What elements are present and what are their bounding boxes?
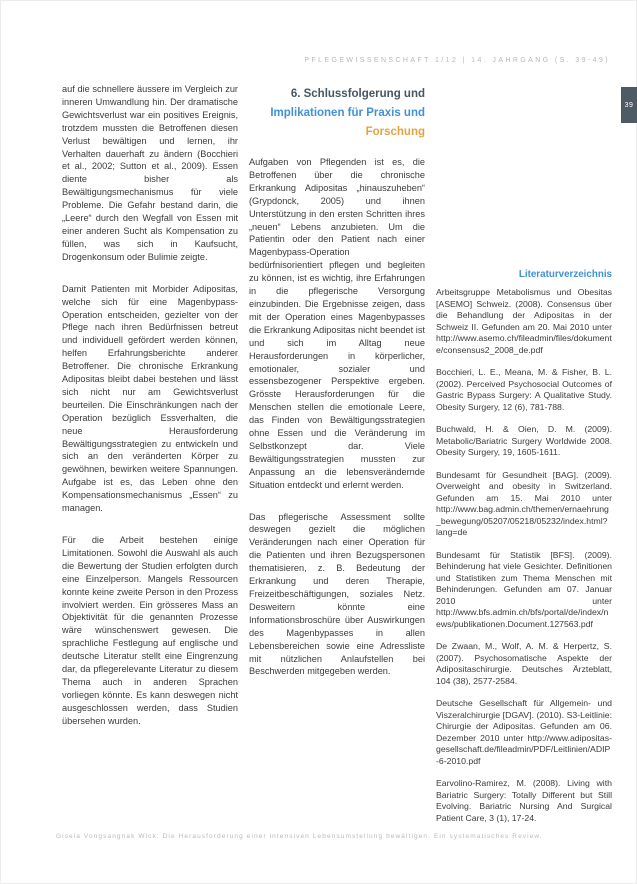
body-paragraph: Aufgaben von Pflegenden ist es, die Betroffenen über die chronische Erkrankung Adipositas „hinauszuheben“ (Grypdonck, 2005) und ihnen Unterstützung in den ersten Schritten ihres „neuen“ Lebens anzubieten. Um die Patientin oder den Patient nach einer Magenbypass-Operation bedürfnisorientiert pflegen und begleiten zu können, ist es wichtig, ihre Erfahrungen in die pflegerische Versorgung einzubinden. Die Ergebnisse zeigen, dass mit der Operation eines Magenbypasses die Erkrankung Adipositas nicht beendet ist und sich im Alltag neue Herausforderungen in körperlicher, emotionaler, sozialer und essensbezogener Perspektive ergeben. Grösste Herausforderungen für die Menschen stellen die emotionale Leere, das Finden von Bewältigungsstrategien ohne Essen und die Veränderung im Selbstkonzept dar. Viele Bewältigungsstrategien mussten zur Anpassung an die lebensverändernde Situation entdeckt und erlernt werden. xyxy=(249,157,425,490)
page-number: 39 xyxy=(624,101,634,109)
content-columns xyxy=(62,83,612,835)
column-left xyxy=(62,83,238,835)
body-paragraph: Damit Patienten mit Morbider Adipositas, welche sich für eine Magenbypass-Operation entscheiden, gezielter von der Pflege nach ihren Bedürfnissen betreut und individuell gefördert werden können, helfen Erfahrungsberichte anderer Betroffener. Die chronische Erkrankung Adipositas bleibt dabei bestehen und lässt sich nicht nur am Gewichtsverlust beurteilen. Die Einschränkungen nach der Operation bezüglich Essverhalten, die neue Herausforderung Bewältigungsstrategien zu entwickeln und sich an den veränderten Körper zu gewöhnen, bewirken weitere Spannungen. Aufgabe ist es, das Leben ohne den Kompensationsmechanismus „Essen“ zu managen. xyxy=(62,283,238,514)
reference-entry: De Zwaan, M., Wolf, A. M. & Herpertz, S. (2007). Psychosomatische Aspekte der Adipositaschirurgie. Deutsches Ärzteblatt, 104 (38), 2577-2584. xyxy=(436,641,612,686)
reference-entry: Deutsche Gesellschaft für Allgemein- und Viszeralchirurgie [DGAV]. (2010). S3-Leitlinie: Chirurgie der Adipositas. Gefunden am 06. Dezember 2010 unter http://www.adipositas-gesellschaft.de/fileadmin/PDF/Leitlinien/ADIP-6-2010.pdf xyxy=(436,698,612,766)
section-heading-line-1: 6. Schlussfolgerung und xyxy=(290,88,425,100)
section-heading-line-3: Forschung xyxy=(365,126,425,138)
section-heading xyxy=(249,85,425,142)
reference-entry: Earvolino-Ramirez, M. (2008). Living with Bariatric Surgery: Totally Different but Still Evolving. Bariatric Nursing And Surgical Patient Care, 3 (1), 17-24. xyxy=(436,778,612,823)
references-heading: Literaturverzeichnis xyxy=(518,269,612,280)
reference-entry: Bocchieri, L. E., Meana, M. & Fisher, B. L. (2002). Perceived Psychosocial Outcomes of Gastric Bypass Surgery: A Qualitative Study. Obesity Surgery, 12 (6), 781-788. xyxy=(436,367,612,412)
body-paragraph: Für die Arbeit bestehen einige Limitationen. Sowohl die Auswahl als auch die Bewertung der Studien erfolgten durch eine Einzelperson. Mangels Ressourcen konnte keine zweite Person in den Prozess involviert werden. Ein grösseres Mass an Objektivität für die genannten Prozesse wäre wünschenswert gewesen. Die sprachliche Festlegung auf englische und deutsche Literatur stellt eine Eingrenzung dar, da pflegerelevante Literatur zu diesem Thema auch in anderen Sprachen vorliegen könnte. Es kann deswegen nicht ausgeschlossen werden, dass Studien übersehen wurden. xyxy=(62,535,238,726)
page-number-badge xyxy=(621,87,637,123)
footer-article-info: Gisela Vongsangnak Wick: Die Herausforderung einer intensiven Lebensumstellung bewältigen. Ein systematisches Review. xyxy=(56,833,543,840)
reference-entry: Bundesamt für Gesundheit [BAG]. (2009). Overweight and obesity in Switzerland. Gefunden am 15. Mai 2010 unter http://www.bag.admin.ch/themen/ernaehrung_bewegung/05207/05218/05232/index.html?lang=de xyxy=(436,469,612,537)
reference-entry: Arbeitsgruppe Metabolismus und Obesitas [ASEMO] Schweiz. (2008). Consensus über die Behandlung der Adipositas in der Schweiz II. Gefunden am 20. Mai 2010 unter http://www.asemo.ch/fileadmin/files/dokumente/consensus2_2008_de.pdf xyxy=(436,287,612,355)
body-paragraph: Das pflegerische Assessment sollte deswegen gezielt die möglichen Veränderungen nach einer Operation für die Patienten und ihren Bezugspersonen thematisieren, z. B. Bedeutung der Erkrankung und deren Therapie, Freizeitbeschäftigungen, soziales Netz. Desweitern könnte eine Informationsbroschüre über Auswirkungen des Magenbypasses in allen Lebensbereichen sowie eine Adressliste mit nützlichen Anlaufstellen bei Beschwerden mitgegeben werden. xyxy=(249,511,425,677)
section-heading-line-2: Implikationen für Praxis und xyxy=(270,107,425,119)
column-right xyxy=(436,83,612,835)
running-head: PFLEGEWISSENSCHAFT 1/12 | 14. JAHRGANG (S. 39-49) xyxy=(304,57,610,64)
body-paragraph: auf die schnellere äussere im Vergleich zur inneren Umwandlung hin. Der dramatische Gewichtsverlust war ein positives Ereignis, trotzdem mussten die Betroffenen diesen Verlust bewältigen und lernen, ihr Verhalten dauerhaft zu ändern (Bocchieri et al., 2002; Sutton et al., 2009). Essen diente bisher als Bewältigungsmechanismus für viele Probleme. Die Gefahr bestand darin, die „Leere“ durch den Wegfall von Essen mit einer anderen Sucht als Kompensation zu füllen, was sich in Kaufsucht, Drogenkonsum oder Bulimie zeigte. xyxy=(62,84,238,262)
reference-entry: Buchwald, H. & Oien, D. M. (2009). Metabolic/Bariatric Surgery Worldwide 2008. Obesity Surgery, 19, 1605-1611. xyxy=(436,424,612,457)
column-middle xyxy=(249,83,425,835)
reference-entry: Bundesamt für Statistik [BFS]. (2009). Behinderung hat viele Gesichter. Definitionen und Statistiken zum Thema Menschen mit Behinderungen. Gefunden am 07. Januar 2010 unter http://www.bfs.admin.ch/bfs/portal/de/index/news/publikationen.Document.127563.pdf xyxy=(436,549,612,629)
